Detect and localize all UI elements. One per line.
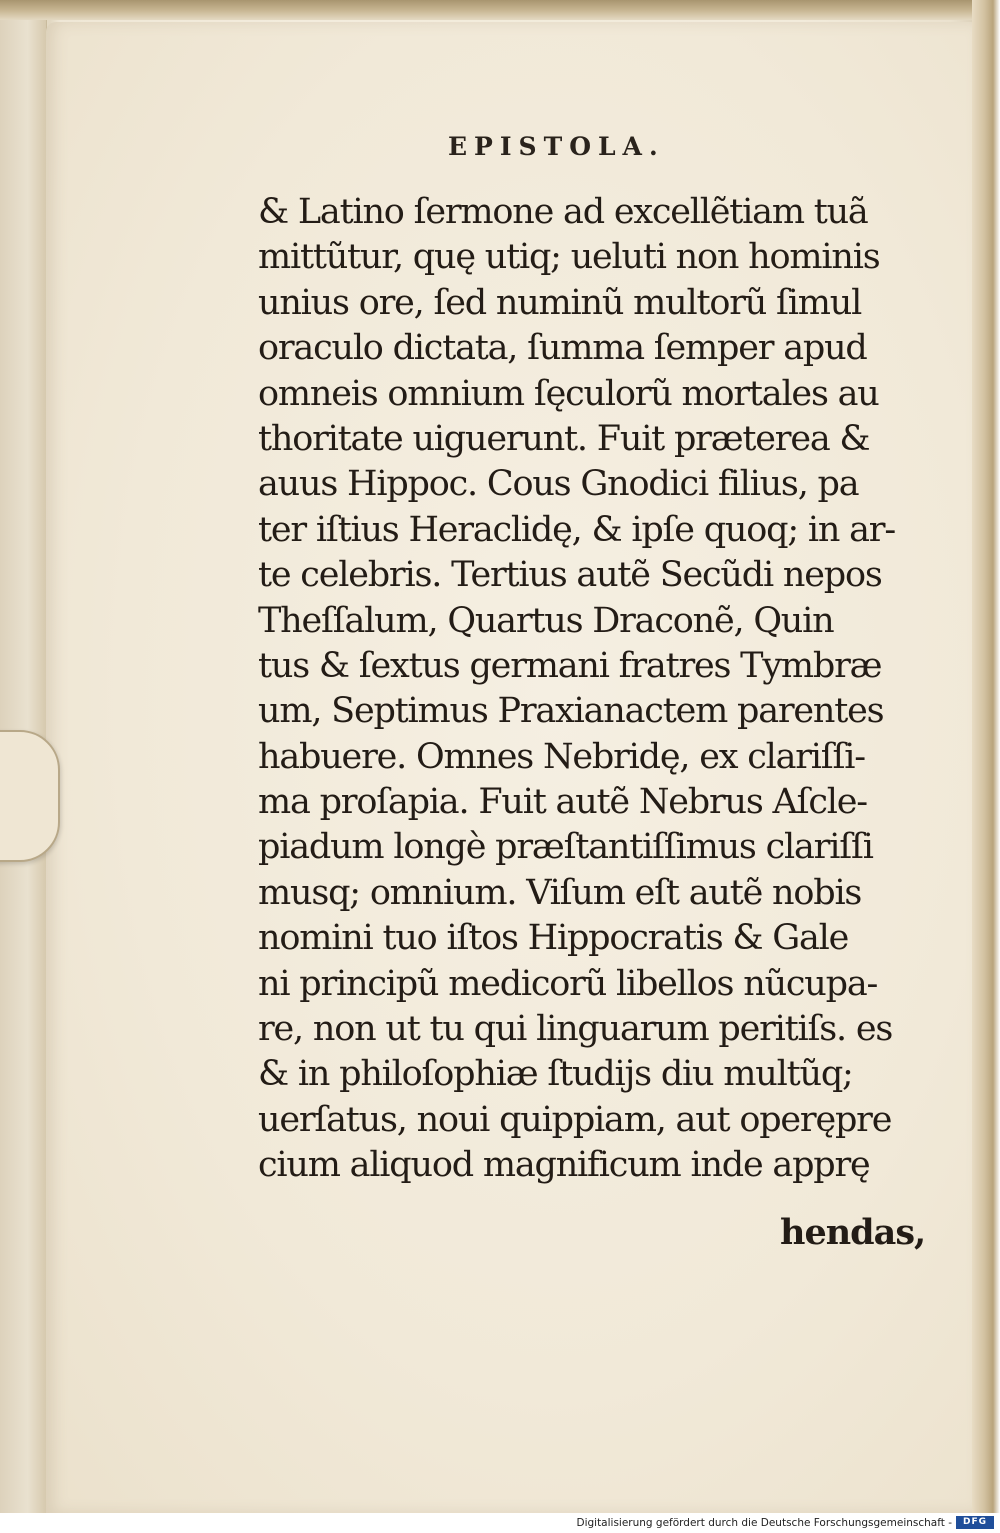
dfg-logo-icon: DFG (956, 1516, 994, 1529)
text-line: musq; omnium. Viſum eſt autẽ nobis (258, 872, 862, 913)
text-line: thoritate uiguerunt. Fuit prӕterea & (258, 418, 870, 459)
text-line: & in philoſophiӕ ſtudijs diu multũq; (258, 1054, 853, 1095)
text-line: te celebris. Tertius autẽ Secũdi nepos (258, 555, 882, 596)
book-right-edge (972, 0, 1000, 1513)
running-head: EPISTOLA. (448, 132, 665, 161)
text-line: ma proſapia. Fuit autẽ Nebrus Aſcle- (258, 782, 867, 823)
text-line: ni principũ medicorũ libellos nũcupa- (258, 963, 878, 1004)
text-line: habuere. Omnes Nebridę, ex clariſſi- (258, 736, 865, 777)
text-line: cium aliquod magnificum inde apprę (258, 1145, 870, 1186)
text-line: omneis omnium ſęculorũ mortales au (258, 373, 879, 414)
text-line: mittũtur, quę utiq; ueluti non hominis (258, 237, 880, 278)
funding-credit: Digitalisierung gefördert durch die Deutsche Forschungsgemeinschaft - (576, 1517, 952, 1529)
book-top-edge (0, 0, 1000, 20)
binding-clasp (0, 730, 60, 862)
text-line: re, non ut tu qui linguarum peritiſs. es (258, 1009, 893, 1050)
text-line: piadum longè prӕſtantiſſimus clariſſi (258, 827, 873, 868)
text-line: um, Septimus Praxianactem parentes (258, 691, 884, 732)
text-line: nomini tuo iſtos Hippocratis & Gale (258, 918, 849, 959)
text-line: Theſſalum, Quartus Draconẽ, Quin (258, 600, 834, 641)
body-text (258, 190, 938, 1189)
text-line: ter iſtius Heraclidę, & ipſe quoq; in ar- (258, 509, 895, 550)
text-line: unius ore, ſed numinũ multorũ ſimul (258, 282, 862, 323)
text-line: oraculo dictata, ſumma ſemper apud (258, 328, 867, 369)
text-line: tus & ſextus germani fratres Tymbrӕ (258, 645, 882, 686)
text-line: uerſatus, noui quippiam, aut operępre (258, 1099, 892, 1140)
catchword: hendas, (780, 1212, 926, 1253)
text-line: & Latino ſermone ad excellẽtiam tuã (258, 192, 868, 232)
text-line: auus Hippoc. Cous Gnodici filius, pa (258, 464, 859, 505)
